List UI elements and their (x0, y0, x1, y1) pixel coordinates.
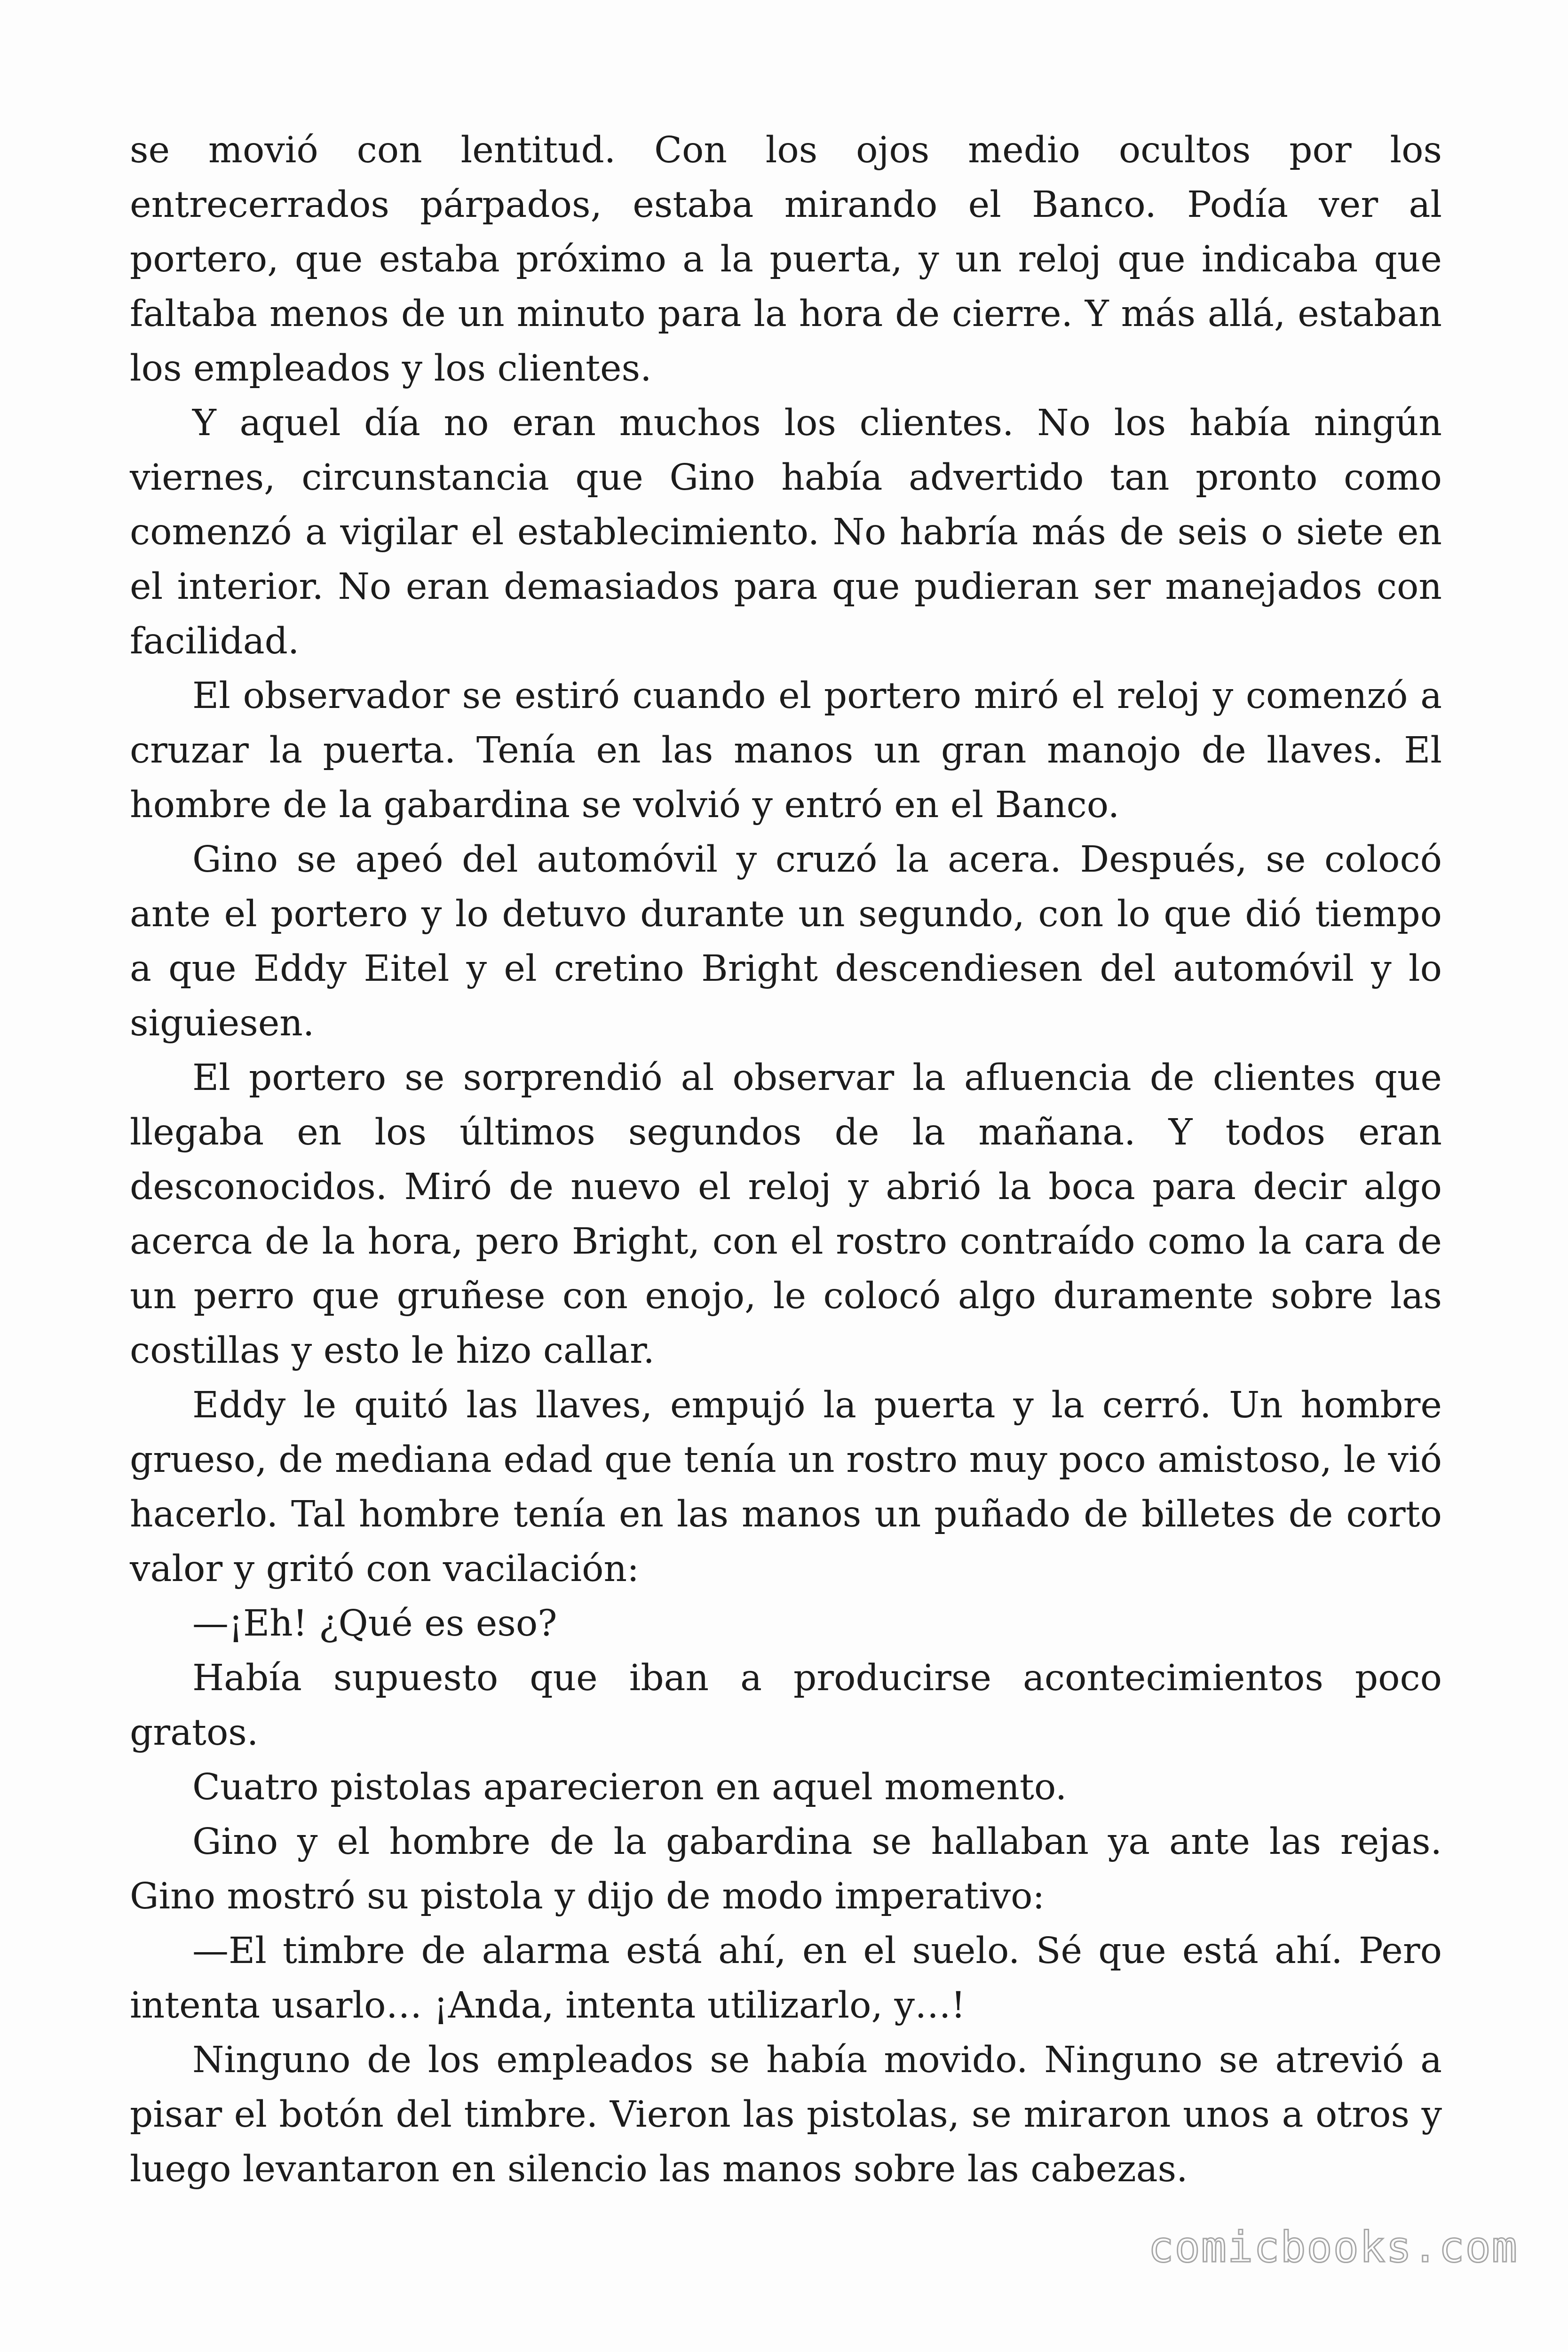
paragraph-9: Cuatro pistolas aparecieron en aquel momento. (192, 1766, 1067, 1808)
page-body (130, 123, 1442, 2197)
paragraph-6: Eddy le quitó las llaves, empujó la puerta y la cerró. Un hombre grueso, de mediana edad que tenía un rostro muy poco amistoso, le vió hacerlo. Tal hombre tenía en las manos un puñado de billetes de corto valor y gritó con vacilación: (130, 1384, 1442, 1590)
paragraph-11: —El timbre de alarma está ahí, en el suelo. Sé que está ahí. Pero intenta usarlo… ¡Anda, intenta utilizarlo, y…! (130, 1930, 1442, 2026)
paragraph-5: El portero se sorprendió al observar la afluencia de clientes que llegaba en los últimos segundos de la mañana. Y todos eran desconocidos. Miró de nuevo el reloj y abrió la boca para decir algo acerca de la hora, pero Bright, con el rostro contraído como la cara de un perro que gruñese con enojo, le colocó algo duramente sobre las costillas y esto le hizo callar. (130, 1057, 1442, 1372)
paragraph-8: Había supuesto que iban a producirse acontecimientos poco gratos. (130, 1657, 1442, 1754)
paragraph-10: Gino y el hombre de la gabardina se hallaban ya ante las rejas. Gino mostró su pistola y dijo de modo imperativo: (130, 1821, 1442, 1917)
paragraph-4: Gino se apeó del automóvil y cruzó la acera. Después, se colocó ante el portero y lo detuvo durante un segundo, con lo que dió tiempo a que Eddy Eitel y el cretino Bright descendiesen del automóvil y lo siguiesen. (130, 839, 1442, 1044)
paragraph-7: —¡Eh! ¿Qué es eso? (192, 1603, 557, 1645)
watermark: comicbooks.com (1148, 2223, 1518, 2272)
paragraph-3: El observador se estiró cuando el portero miró el reloj y comenzó a cruzar la puerta. Tenía en las manos un gran manojo de llaves. El hombre de la gabardina se volvió y entró en el Banco. (130, 675, 1442, 826)
paragraph-12: Ninguno de los empleados se había movido. Ninguno se atrevió a pisar el botón del timbre. Vieron las pistolas, se miraron unos a otros y luego levantaron en silencio las manos sobre las cabezas. (130, 2039, 1442, 2190)
paragraph-2: Y aquel día no eran muchos los clientes. No los había ningún viernes, circunstancia que Gino había advertido tan pronto como comenzó a vigilar el establecimiento. No habría más de seis o siete en el interior. No eran demasiados para que pudieran ser manejados con facilidad. (130, 402, 1442, 662)
paragraph-1: se movió con lentitud. Con los ojos medio ocultos por los entrecerrados párpados, estaba mirando el Banco. Podía ver al portero, que estaba próximo a la puerta, y un reloj que indicaba que faltaba menos de un minuto para la hora de cierre. Y más allá, estaban los empleados y los clientes. (130, 129, 1442, 389)
